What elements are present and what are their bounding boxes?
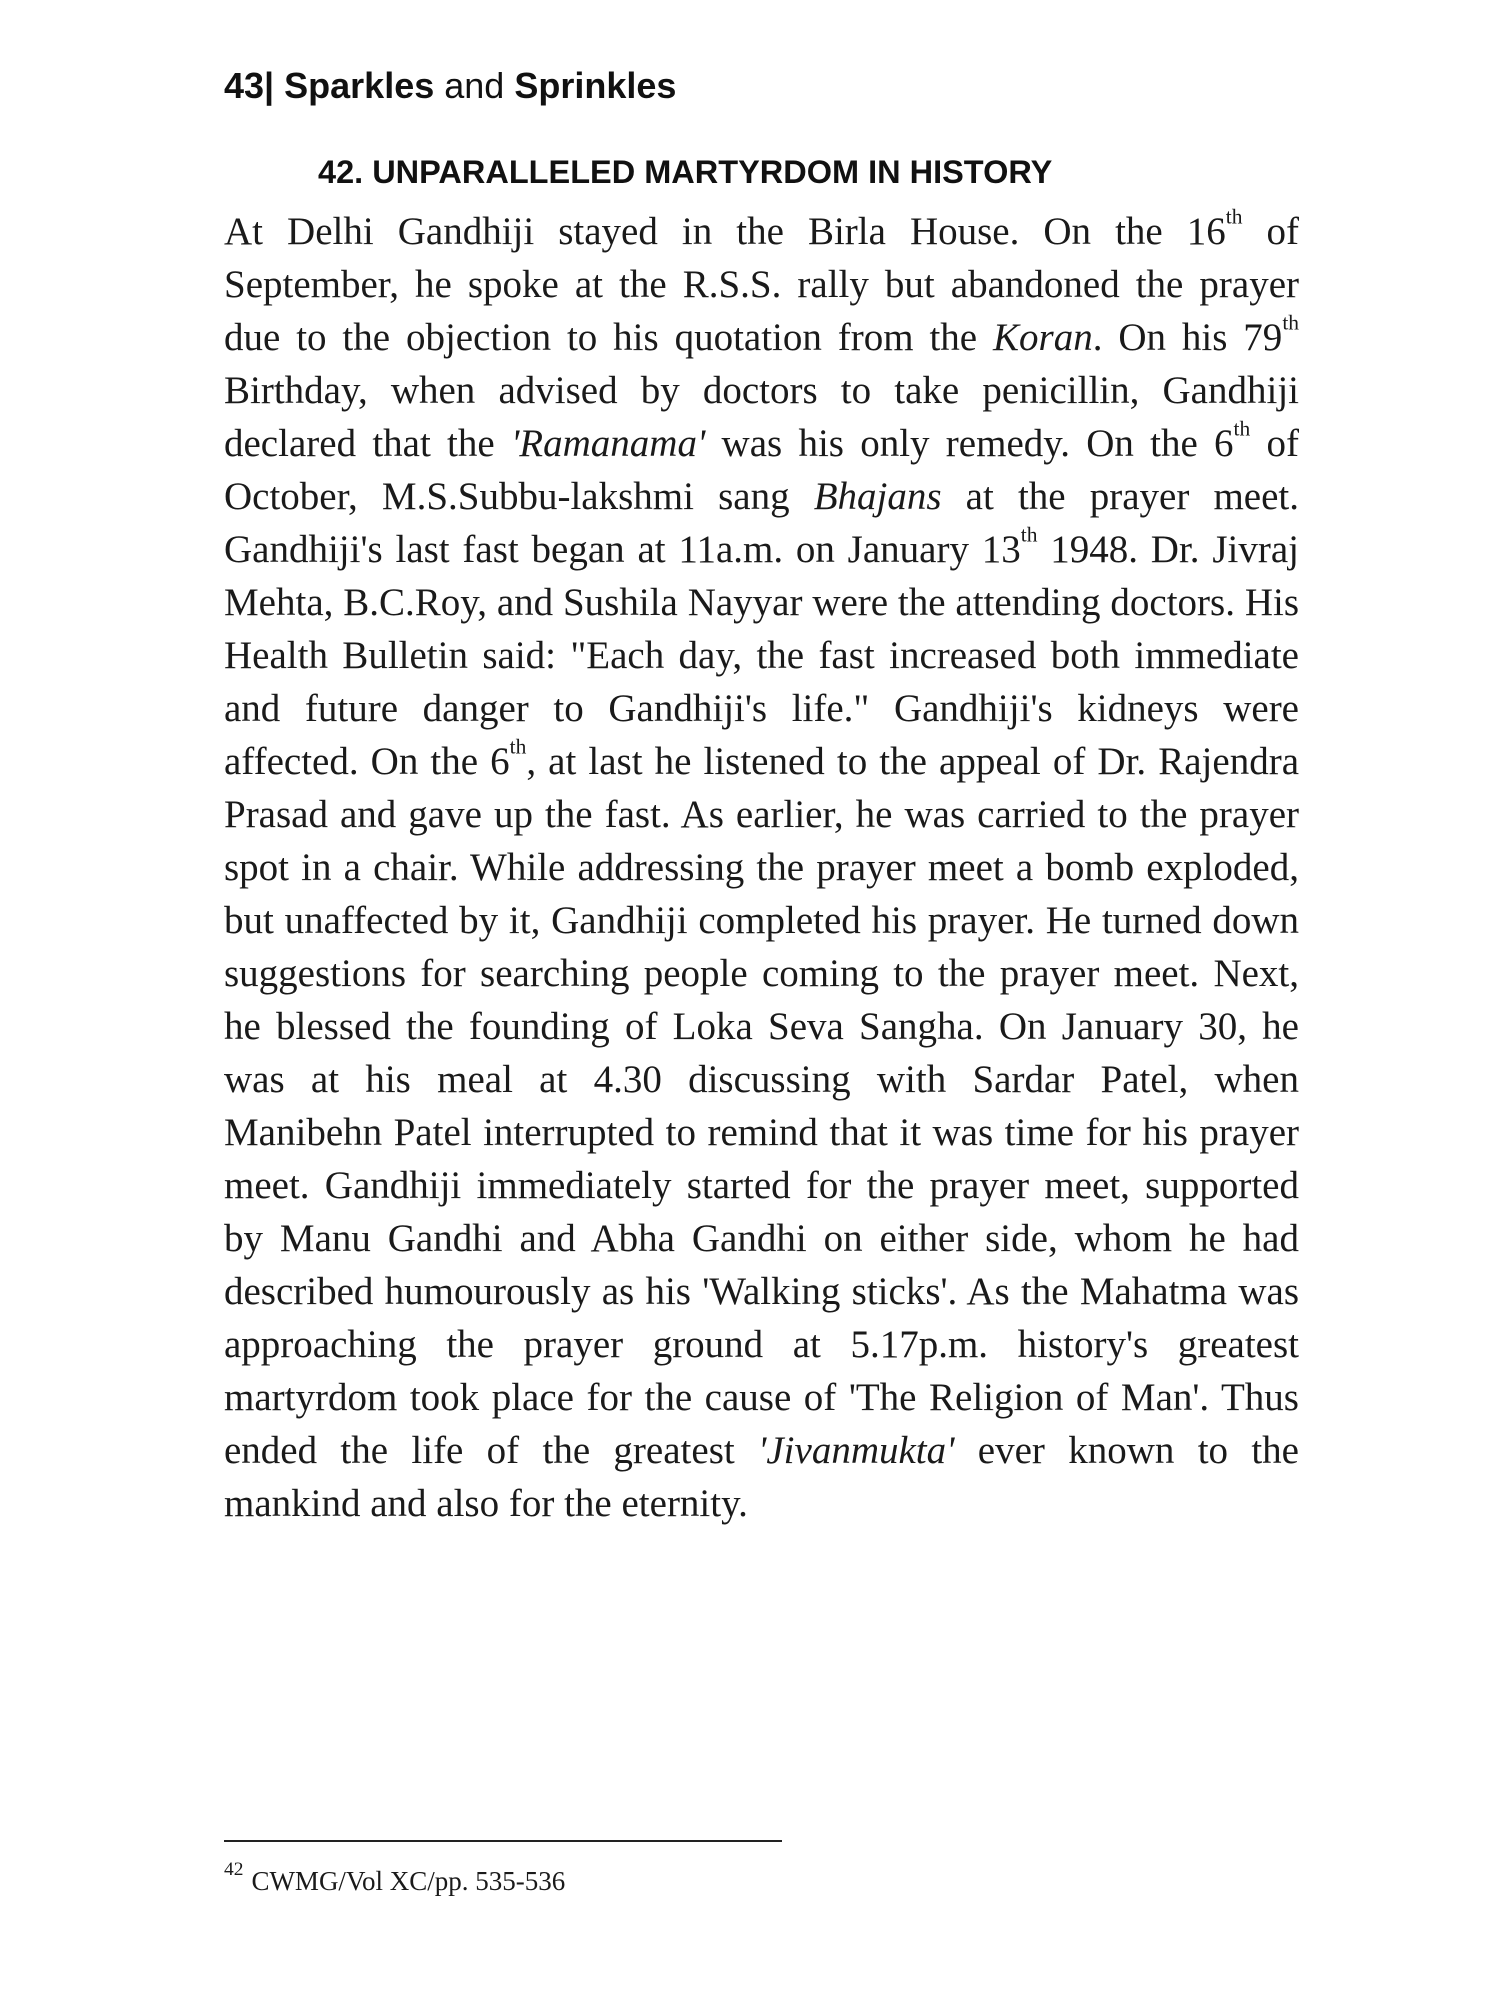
footnote-text: CWMG/Vol XC/pp. 535-536	[251, 1866, 566, 1896]
body-text-segment: of September, he spoke at the R.S.S. rally but abandoned the prayer due to the objection to his quotation from the	[224, 210, 1299, 359]
running-header	[224, 62, 676, 110]
body-text-segment: . On his 79	[1092, 316, 1283, 359]
footnote-marker: 42	[224, 1859, 244, 1881]
ordinal-superscript: th	[509, 734, 527, 759]
body-text-segment: At Delhi Gandhiji stayed in the Birla House. On the 16	[224, 210, 1226, 253]
italic-term-bhajans: Bhajans	[813, 475, 942, 518]
book-title-and: and	[444, 65, 505, 106]
italic-term-ramanama: 'Ramanama'	[510, 422, 706, 465]
body-text-segment: was his only remedy. On the 6	[705, 422, 1234, 465]
footnote	[224, 1859, 566, 1899]
ordinal-superscript: th	[1233, 416, 1251, 441]
body-text-segment: ever known to the mankind and also for the eternity.	[224, 1429, 1299, 1525]
ordinal-superscript: th	[1282, 310, 1299, 335]
body-text-segment: of October, M.S.Subbu-lakshmi sang	[224, 422, 1299, 518]
italic-term-koran: Koran	[993, 316, 1093, 359]
body-paragraph	[224, 205, 1299, 1530]
body-text-segment: , at last he listened to the appeal of Dr. Rajendra Prasad and gave up the fast. As earlier, he was carried to the prayer spot in a chair. While addressing the prayer meet a bomb exploded, but unaffected by it, Gandhiji completed his prayer. He turned down suggestions for searching people coming to the prayer meet. Next, he blessed the founding of Loka Seva Sangha. On January 30, he was at his meal at 4.30 discussing with Sardar Patel, when Manibehn Patel interrupted to remind that it was time for his prayer meet. Gandhiji immediately started for the prayer meet, supported by Manu Gandhi and Abha Gandhi on either side, whom he had described humourously as his 'Walking sticks'. As the Mahatma was approaching the prayer ground at 5.17p.m. history's greatest martyrdom took place for the cause of 'The Religion of Man'. Thus ended the life of the greatest	[224, 740, 1300, 1472]
book-title-part-2: Sprinkles	[514, 65, 677, 106]
chapter-title: 42. UNPARALLELED MARTYRDOM IN HISTORY	[318, 154, 1053, 190]
ordinal-superscript: th	[1020, 522, 1038, 547]
body-text-segment: at the prayer meet. Gandhiji's last fast began at 11a.m. on January 13	[224, 475, 1299, 571]
ordinal-superscript: th	[1225, 204, 1243, 229]
body-text-segment: Birthday, when advised by doctors to take penicillin, Gandhiji declared that the	[224, 369, 1299, 465]
page-number: 43|	[224, 65, 275, 106]
body-text-segment: 1948. Dr. Jivraj Mehta, B.C.Roy, and Sushila Nayyar were the attending doctors. His Health Bulletin said: "Each day, the fast increased both immediate and future danger to Gandhiji's life." Gandhiji's kidneys were affected. On the 6	[224, 528, 1299, 783]
book-title-part-1: Sparkles	[284, 65, 435, 106]
italic-term-jivanmukta: 'Jivanmukta'	[758, 1429, 955, 1472]
footnote-divider	[224, 1840, 782, 1842]
